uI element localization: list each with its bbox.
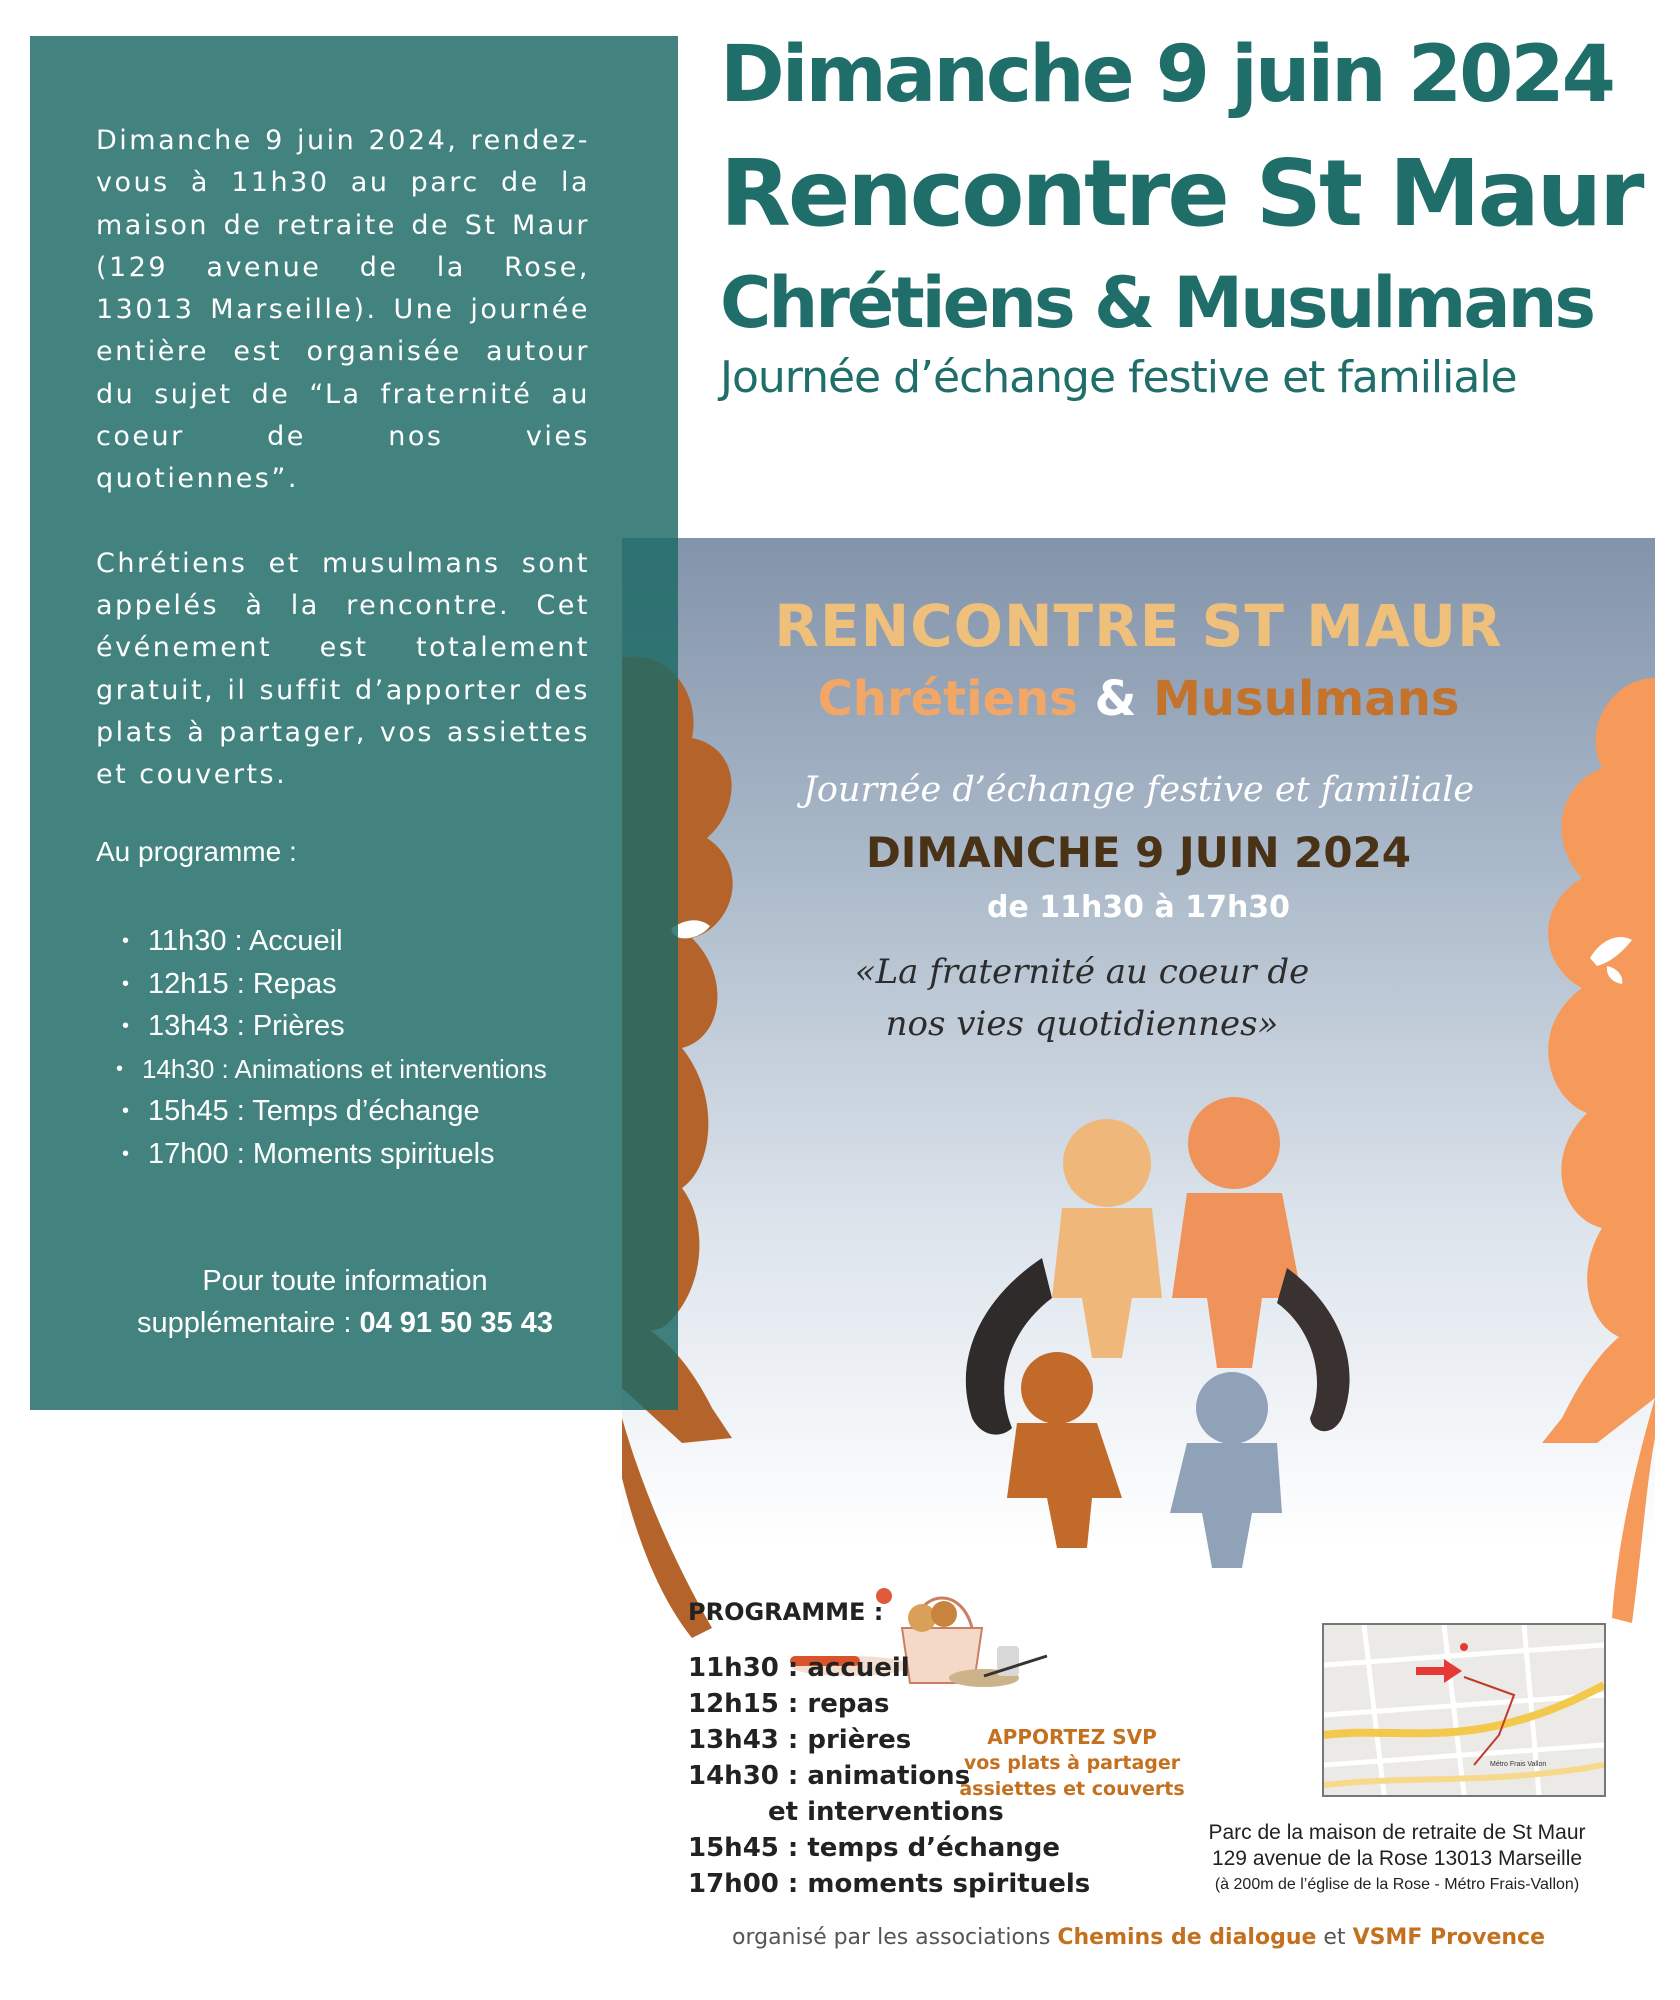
list-item: • 17h00 : Moments spirituels: [122, 1133, 547, 1176]
header-title: Rencontre St Maur: [720, 140, 1642, 247]
place-line-3: (à 200m de l’église de la Rose - Métro Frais-Vallon): [1214, 1876, 1580, 1893]
map-pin-icon: [1460, 1643, 1468, 1651]
poster-date: DIMANCHE 9 JUIN 2024: [865, 828, 1412, 877]
org-prefix: organisé par les associations: [731, 1925, 1058, 1950]
list-item: • 15h45 : Temps d’échange: [122, 1090, 547, 1133]
header-date: Dimanche 9 juin 2024: [720, 30, 1613, 120]
location-map: [1322, 1623, 1606, 1797]
poster-quote: «La fraternité au coeur de nos vies quotidiennes»: [854, 952, 1310, 1044]
list-item: et interventions: [768, 1797, 1004, 1827]
contact-phone[interactable]: 04 91 50 35 43: [359, 1307, 553, 1339]
poster-tagline: Journée d’échange festive et familiale: [802, 770, 1475, 810]
org-and: et: [1316, 1925, 1353, 1950]
poster-title: RENCONTRE ST MAUR: [774, 592, 1503, 660]
list-item: • 13h43 : Prières: [122, 1005, 547, 1048]
header-tagline: Journée d’échange festive et familiale: [720, 352, 1517, 403]
list-item: 15h45 : temps d’échange: [688, 1833, 1061, 1863]
place-line-1: Parc de la maison de retraite de St Maur: [1208, 1821, 1586, 1844]
list-item: • 12h15 : Repas: [122, 963, 547, 1006]
org-association-2: VSMF Provence: [1352, 1925, 1545, 1950]
list-item: 11h30 : accueil: [688, 1653, 910, 1683]
paper-people-illustration: [966, 1097, 1350, 1568]
poster-subtitle: [622, 671, 1655, 727]
info-program-list: [122, 920, 547, 1175]
map-illustration: [1324, 1625, 1604, 1795]
list-item: 14h30 : animations: [688, 1761, 971, 1791]
bring-line-3: assiettes et couverts: [959, 1778, 1185, 1800]
contact-label: supplémentaire :: [137, 1307, 360, 1339]
info-paragraph-2: Chrétiens et musulmans sont appelés à la rencontre. Cet événement est totalement gratuit, il suffit d’apporter des plats à partager, vos assiettes et couverts.: [96, 547, 590, 791]
list-item: • 11h30 : Accueil: [122, 920, 547, 963]
right-tree-illustration: [1542, 678, 1655, 1623]
poster-organizers: [622, 1925, 1655, 1950]
poster-hours: de 11h30 à 17h30: [986, 890, 1291, 925]
bring-line-1: APPORTEZ SVP: [987, 1725, 1157, 1749]
event-poster: [622, 538, 1655, 1978]
header-subtitle: Chrétiens & Musulmans: [720, 262, 1594, 344]
info-intro: [96, 120, 590, 838]
info-contact: [90, 1260, 600, 1344]
poster-bring-note: [837, 1724, 1307, 1802]
map-label: Métro Frais Vallon: [1490, 1761, 1547, 1768]
org-association-1: Chemins de dialogue: [1057, 1925, 1317, 1950]
info-paragraph-1: Dimanche 9 juin 2024, rendez-vous à 11h30 au parc de la maison de retraite de St Maur (129 avenue de la Rose, 13013 Marseille). Une journée entière est organisée autour du sujet de “La fraternité au coeur de nos vies quotiennes”.: [96, 125, 590, 495]
poster-program-title: PROGRAMME :: [688, 1598, 884, 1626]
place-line-2: 129 avenue de la Rose 13013 Marseille: [1211, 1847, 1583, 1870]
poster-place: [1147, 1820, 1647, 1898]
info-panel: [30, 36, 678, 1410]
list-item: 17h00 : moments spirituels: [688, 1869, 1091, 1899]
info-program-title: Au programme :: [96, 836, 297, 867]
list-item: 12h15 : repas: [688, 1689, 890, 1719]
poster-subtitle-part1: Chrétiens: [817, 671, 1095, 727]
poster-subtitle-amp: &: [1094, 671, 1137, 727]
list-item: • 14h30 : Animations et interventions: [116, 1048, 547, 1091]
list-item: 13h43 : prières: [688, 1725, 912, 1755]
poster-subtitle-part2: Musulmans: [1136, 671, 1460, 727]
contact-line-2: [90, 1302, 600, 1344]
contact-line-1: Pour toute information: [202, 1265, 488, 1297]
bring-line-2: vos plats à partager: [963, 1752, 1181, 1774]
